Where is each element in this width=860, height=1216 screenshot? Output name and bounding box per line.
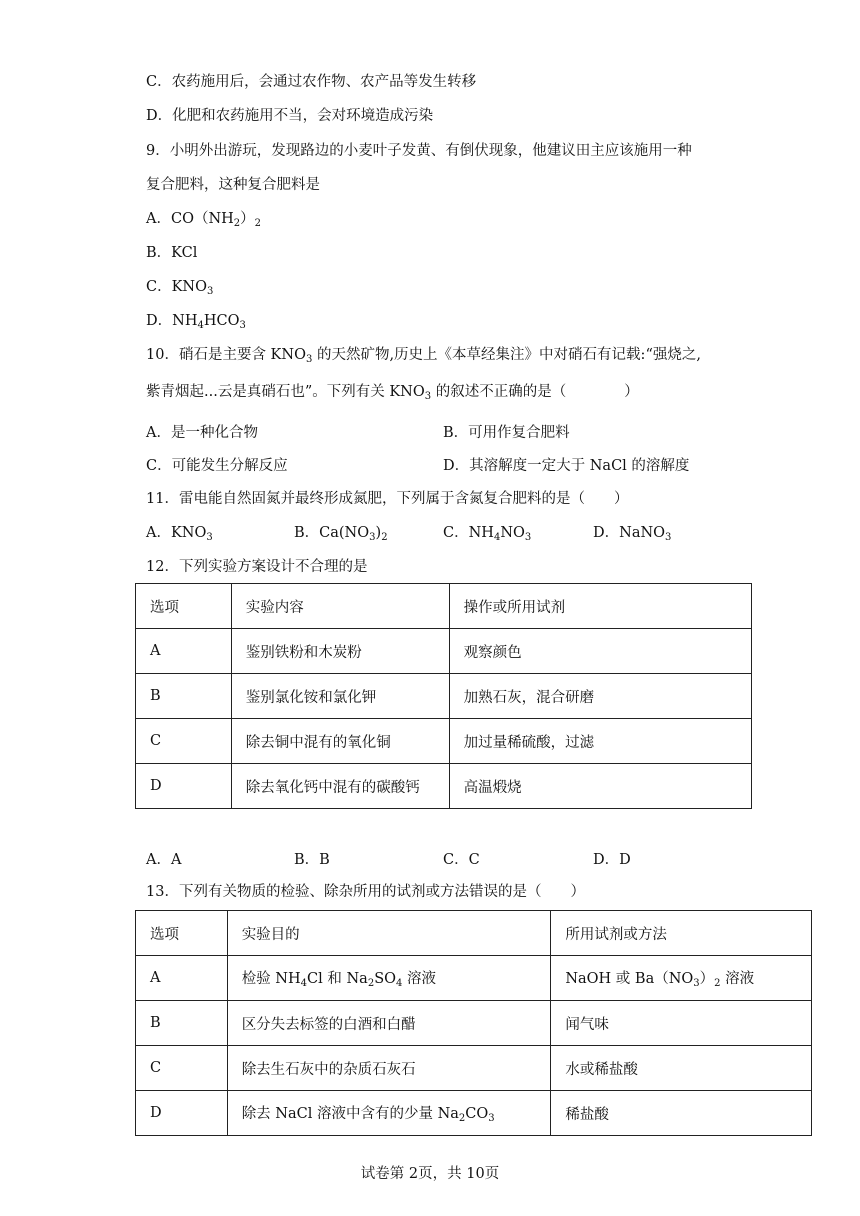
table-header-cell: 实验目的 xyxy=(227,911,551,956)
q11-option-c: C．$NH_4NO_3$ xyxy=(443,525,532,543)
q9-option-b: B．KCl xyxy=(146,245,198,261)
q11-option-d: D．NaNO$_3$ xyxy=(593,525,672,543)
table-cell: 检验 $NH_4Cl$ 和 $Na_2SO_4$ 溶液 xyxy=(227,956,551,1001)
table-cell: D xyxy=(136,764,232,809)
table-cell: C xyxy=(136,1046,228,1091)
table-cell: C xyxy=(136,719,232,764)
q10-option-c: C．可能发生分解反应 xyxy=(146,458,288,474)
table-cell: 稀盐酸 xyxy=(551,1091,812,1136)
table-cell: A xyxy=(136,956,228,1001)
q11-option-a: A．$KNO_3$ xyxy=(146,525,213,543)
table-header-cell: 选项 xyxy=(136,584,232,629)
table-cell: 加熟石灰，混合研磨 xyxy=(449,674,751,719)
table-row xyxy=(136,719,752,764)
table-cell: NaOH 或 $Ba(NO_3)_2$ 溶液 xyxy=(551,956,812,1001)
q8-option-c: C．农药施用后，会通过农作物、农产品等发生转移 xyxy=(146,74,477,90)
table-cell: B xyxy=(136,1001,228,1046)
table-row xyxy=(136,1091,812,1136)
page-footer: 试卷第 2页，共 10页 xyxy=(360,1166,500,1182)
table-cell: 高温煅烧 xyxy=(449,764,751,809)
table-header-row xyxy=(136,911,812,956)
table-cell: 区分失去标签的白酒和白醋 xyxy=(227,1001,551,1046)
table-header-cell: 选项 xyxy=(136,911,228,956)
table-cell: D xyxy=(136,1091,228,1136)
q9-option-a: A．$CO(NH_2)_2$ xyxy=(146,211,262,229)
table-header-cell: 实验内容 xyxy=(231,584,449,629)
q12-stem: 12．下列实验方案设计不合理的是 xyxy=(146,559,368,575)
table-cell: 观察颜色 xyxy=(449,629,751,674)
table-cell: A xyxy=(136,629,232,674)
q12-option-b: B．B xyxy=(294,852,330,868)
table-cell: B xyxy=(136,674,232,719)
table-header-row xyxy=(136,584,752,629)
q9-stem-line1: 9．小明外出游玩，发现路边的小麦叶子发黄、有倒伏现象，他建议田主应该施用一种 xyxy=(146,143,692,159)
table-row xyxy=(136,674,752,719)
q12-table xyxy=(135,583,752,809)
q9-option-d: D．$NH_4HCO_3$ xyxy=(146,313,246,331)
q9-stem-line2: 复合肥料，这种复合肥料是 xyxy=(146,177,320,193)
q10-option-a: A．是一种化合物 xyxy=(146,425,258,441)
table-header-cell: 操作或所用试剂 xyxy=(449,584,751,629)
table-row xyxy=(136,629,752,674)
q12-option-d: D．D xyxy=(593,852,631,868)
table-cell: 水或稀盐酸 xyxy=(551,1046,812,1091)
q11-stem: 11．雷电能自然固氮并最终形成氮肥，下列属于含氮复合肥料的是（ ） xyxy=(146,491,629,507)
q11-option-b: B．$Ca(NO_3)_2$ xyxy=(294,525,388,543)
table-cell: 鉴别铁粉和木炭粉 xyxy=(231,629,449,674)
q12-option-c: C．C xyxy=(443,852,480,868)
q13-table xyxy=(135,910,812,1136)
table-cell: 除去氧化钙中混有的碳酸钙 xyxy=(231,764,449,809)
q8-option-d: D．化肥和农药施用不当，会对环境造成污染 xyxy=(146,108,434,124)
table-cell: 除去铜中混有的氧化铜 xyxy=(231,719,449,764)
table-cell: 闻气味 xyxy=(551,1001,812,1046)
table-row xyxy=(136,956,812,1001)
q10-stem-line2: 紫青烟起...云是真硝石也”。下列有关 $KNO_3$ 的叙述不正确的是（ ） xyxy=(146,384,639,402)
q9-option-c: C．$KNO_3$ xyxy=(146,279,214,297)
q10-option-b: B．可用作复合肥料 xyxy=(443,425,570,441)
table-header-cell: 所用试剂或方法 xyxy=(551,911,812,956)
q10-option-d: D．其溶解度一定大于 NaCl 的溶解度 xyxy=(443,458,690,474)
table-row xyxy=(136,764,752,809)
table-cell: 除去生石灰中的杂质石灰石 xyxy=(227,1046,551,1091)
table-cell: 加过量稀硫酸，过滤 xyxy=(449,719,751,764)
table-row xyxy=(136,1046,812,1091)
q12-option-a: A．A xyxy=(146,852,182,868)
table-row xyxy=(136,1001,812,1046)
q13-stem: 13．下列有关物质的检验、除杂所用的试剂或方法错误的是（ ） xyxy=(146,884,585,900)
table-cell: 鉴别氯化铵和氯化钾 xyxy=(231,674,449,719)
q10-stem-line1: 10．硝石是主要含 $KNO_3$ 的天然矿物,历史上《本草经集注》中对硝石有记载:“强烧之, xyxy=(146,347,701,365)
table-cell: 除去 NaCl 溶液中含有的少量 $Na_2CO_3$ xyxy=(227,1091,551,1136)
